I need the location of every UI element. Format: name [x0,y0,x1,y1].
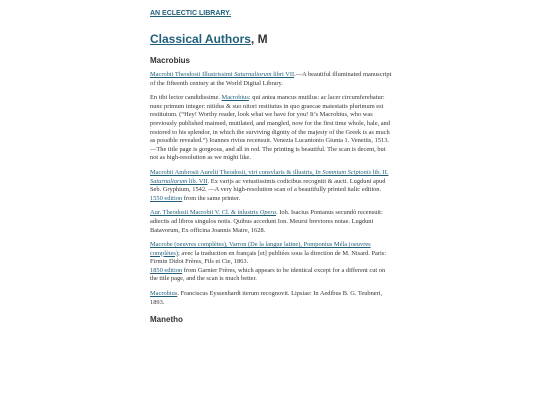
entry-1-link[interactable]: Macrobii Theodosii Illustrissimi Saturnaliorum libri VII [150,71,295,78]
entry-6: Macrobius. Franciscus Eyssenhardt iterum recognovit. Lipsiae: In Aedibus B. G. Teubneri, 1893. [150,290,383,306]
section-heading-manetho: Manetho [150,315,183,325]
site-title-link[interactable]: AN ECLECTIC LIBRARY. [150,10,232,17]
entry-2: En tibi lector candidissime. Macrobius: qui antea mancus mutilus: ac lacer circumferebatur: nunc primum integer: nitidus & suo nitori restitutus in quo graecae maiestatis plurimum est restitutum. (“Hey! Worthy reader, look what we have for you! It’s Macrobius, who was previously published maimed, mutilated, and mangled, now for the first time whole, hale, and restored to his splendor, in which the surviving dignity of the majesty of the Greek is as much as possible revealed.”) Ioannes rivius recensuit. Venezia Lucantonio Giunta 1. Venetiis, 1513. —The title page is gorgeous, and all in red. The printing is beautiful. The scan is decent, but not as high-resolution as we might like. [150,94,390,162]
section-heading-macrobius: Macrobius [150,56,191,65]
entry-1: Macrobii Theodosii Illustrissimi Saturnaliorum libri VII.—A beautiful illuminated manuscript of the fifteenth century at the World Digital Library. [150,71,392,87]
entry-3-link[interactable]: Macrobii Ambrosii Aurelii Theodosii, viri consvlaris & illustris, In Somnium Scipionis lib. II. Saturnaliorum lib. VII [150,168,389,185]
page-title [150,32,392,46]
page-content [150,8,392,330]
page-title-suffix: , M [250,32,268,46]
entry-4-link[interactable]: Aur. Theodosii Macrobii V. Cl. & inlustris Opera [150,209,277,217]
entry-4: Aur. Theodosii Macrobii V. Cl. & inlustris Opera. Ioh. Isacius Pontanus secundò recensuit: adiectis ad libros singulos notis. Quibus accedunt Ion. Meursi breviores notae. Lugduni Batavorum, Ex officina Joannis Maire, 1628. [150,209,383,234]
entry-5: Macrobe (oeuvres complètes), Varron (De la langue latine), Pomponius Méla (oeuvres complètes); avec la traduction en français [et] publiées sous la direction de M. Nisard. Paris: Firmin Didot Frères, Fils et Cie, 1863. 1850 edition from Garnier Frères, which appears to be identical except for a different cut on the title page, and the scan is much better. [150,241,387,283]
entry-3: Macrobii Ambrosii Aurelii Theodosii, viri consvlaris & illustris, In Somnium Scipionis lib. II. Saturnaliorum lib. VII. Ex varijs ac vetustissimis codicibus recogniti & aucti. Lugduni apud Seb. Gryphium, 1542. —A very high-resolution scan of a beautifully printed italic edition. 1550 edition from the same printer. [150,168,389,202]
site-title-suffix: . [229,10,232,17]
entry-5-link[interactable]: Macrobe (oeuvres complètes), Varron (De la langue latine), Pomponius Méla (oeuvres complètes) [150,241,371,257]
page-title-link[interactable]: Classical Authors [150,32,251,46]
entry-2-link[interactable]: Macrobius [221,94,249,102]
entry-5-edition-link[interactable]: 1850 edition [150,266,183,274]
entry-6-link[interactable]: Macrobius [150,290,178,298]
entry-3-edition-link[interactable]: 1550 edition [150,194,183,202]
